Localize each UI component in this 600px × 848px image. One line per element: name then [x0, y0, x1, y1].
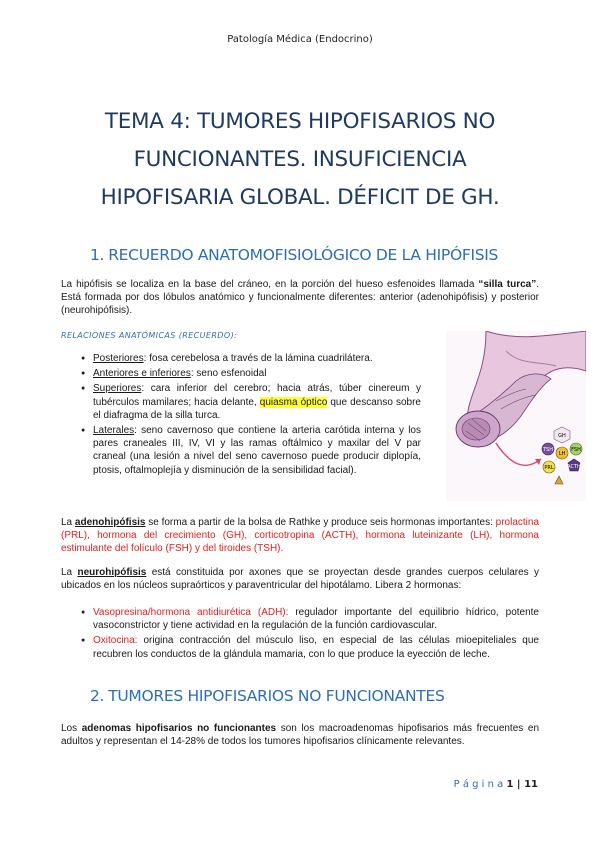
hormone-term: Vasopresina/hormona antidiurética (ADH): [93, 607, 289, 618]
neurohypophysis-paragraph [61, 566, 539, 592]
relation-text: que descanso sobre el diafragma de la silla turca. [93, 396, 421, 421]
adenohypophysis-paragraph [61, 516, 539, 555]
relation-text: : fosa cerebelosa a través de la lámina cuadrilátera. [143, 353, 373, 364]
adeno-hormones: prolactina (PRL), hormona del crecimiento (GH), corticotropina (ACTH), hormona luteinizante (LH), hormona estimulante del folículo (FSH) y del tiroides (TSH). [61, 517, 540, 554]
figure-label-fsh: FSH [571, 447, 581, 453]
relation-superior [81, 382, 421, 422]
highlighted-term: quiasma óptico [259, 396, 328, 408]
section-1-number: 1. [90, 246, 105, 264]
title-line-3: HIPOFISARIA GLOBAL. DÉFICIT DE GH. [100, 185, 500, 210]
hormone-adh [81, 606, 539, 632]
figure-label-gh: GH [558, 433, 566, 439]
adeno-text-a: La [61, 517, 75, 528]
document-title [60, 103, 540, 217]
figure-label-acth: ACTH [567, 464, 581, 470]
page-number: 1 [506, 779, 514, 790]
silla-turca-term: “silla turca” [478, 279, 537, 290]
section-2-heading [90, 687, 444, 705]
hormone-text: origina contracción del músculo liso, en especial de las células mioepiteliales que recubren los conductos de la glándula mamaria, con lo que produce la eyección de leche. [93, 635, 539, 660]
page-footer [454, 779, 538, 790]
section-2-number: 2. [90, 687, 105, 705]
relation-term: Posteriores [93, 353, 144, 364]
nonfunctioning-adenoma-term: adenomas hipofisarios no funcionantes [81, 723, 277, 734]
intro-text-c: . Está formada por dos lóbulos anatómico y funcionalmente diferentes: anterior (adenohipófisis) y posterior (neurohipófisis). [61, 279, 539, 316]
page-label: P á g i n a [453, 779, 504, 790]
section-2-title: TUMORES HIPOFISARIOS NO FUNCIONANTES [108, 687, 445, 705]
neurohypophysis-term: neurohipófisis [77, 567, 147, 578]
relation-term: Laterales [93, 425, 135, 437]
relation-text: : seno cavernoso que contiene la arteria carótida interna y los pares craneales III, IV, VI y las ramas oftálmico y maxilar del V par craneal (una lesión a nivel del seno cavernoso puede producir diplopía, ptosis, oftalmoplejía y disminución de la sensibilidad facial). [93, 425, 421, 476]
hormone-oxytocin [81, 634, 539, 660]
figure-label-prl: PRL [544, 465, 554, 471]
title-line-1: TEMA 4: TUMORES HIPOFISARIOS NO [104, 109, 496, 134]
hormone-text: regulador importante del equilibrio hídrico, potente vasoconstrictor y tiene actividad en la regulación de la función cardiovascular. [93, 607, 539, 632]
relations-subheading: RELACIONES ANATÓMICAS (RECUERDO): [61, 331, 238, 340]
section-1-heading [90, 246, 498, 264]
hormone-term: Oxitocina: [93, 635, 138, 647]
title-line-2: FUNCIONANTES. INSUFICIENCIA [133, 147, 467, 172]
figure-label-tsh: TSH [543, 447, 553, 453]
running-header: Patología Médica (Endocrino) [227, 34, 373, 45]
section-1-title: RECUERDO ANATOMOFISIOLÓGICO DE LA HIPÓFISIS [108, 246, 499, 264]
s2-text-a: Los [61, 723, 82, 734]
neurohypophysis-hormone-list [81, 606, 539, 663]
relation-lateral [81, 424, 421, 477]
relation-term: Superiores [93, 383, 142, 395]
adeno-text-b: se forma a partir de la bolsa de Rathke y produce seis hormonas importantes: [145, 517, 496, 528]
relation-posterior [81, 352, 421, 365]
intro-text-a: La hipófisis se localiza en la base del cráneo, en la porción del hueso esfenoides llamada [61, 279, 479, 290]
relations-list [81, 352, 421, 479]
figure-label-lh: LH [558, 451, 566, 457]
hypophysis-illustration [446, 331, 586, 501]
relation-text: : cara inferior del cerebro; hacia atrás, túber cinereum y tubérculos mamilares; hacia delante, [93, 383, 421, 408]
s2-text-b: son los macroadenomas hipofisarios más frecuentes en adultos y representan el 14-28% de todos los tumores hipofisarios clínicamente relevantes. [61, 723, 539, 747]
adenohypophysis-term: adenohipófisis [74, 517, 146, 528]
section-2-paragraph [61, 722, 539, 748]
intro-paragraph [61, 278, 539, 317]
relation-text: : seno esfenoidal [190, 368, 267, 380]
page-separator: | [513, 779, 525, 790]
neuro-text-a: La [61, 567, 78, 578]
relation-anterior [81, 367, 421, 380]
page-total: 11 [524, 779, 538, 790]
relation-term: Anteriores e inferiores [93, 368, 191, 380]
neuro-text-b: está constituida por axones que se proyectan desde grandes cuerpos celulares y ubicados en los núcleos supraórticos y paraventricular del hipotálamo. Libera 2 hormonas: [61, 567, 540, 591]
